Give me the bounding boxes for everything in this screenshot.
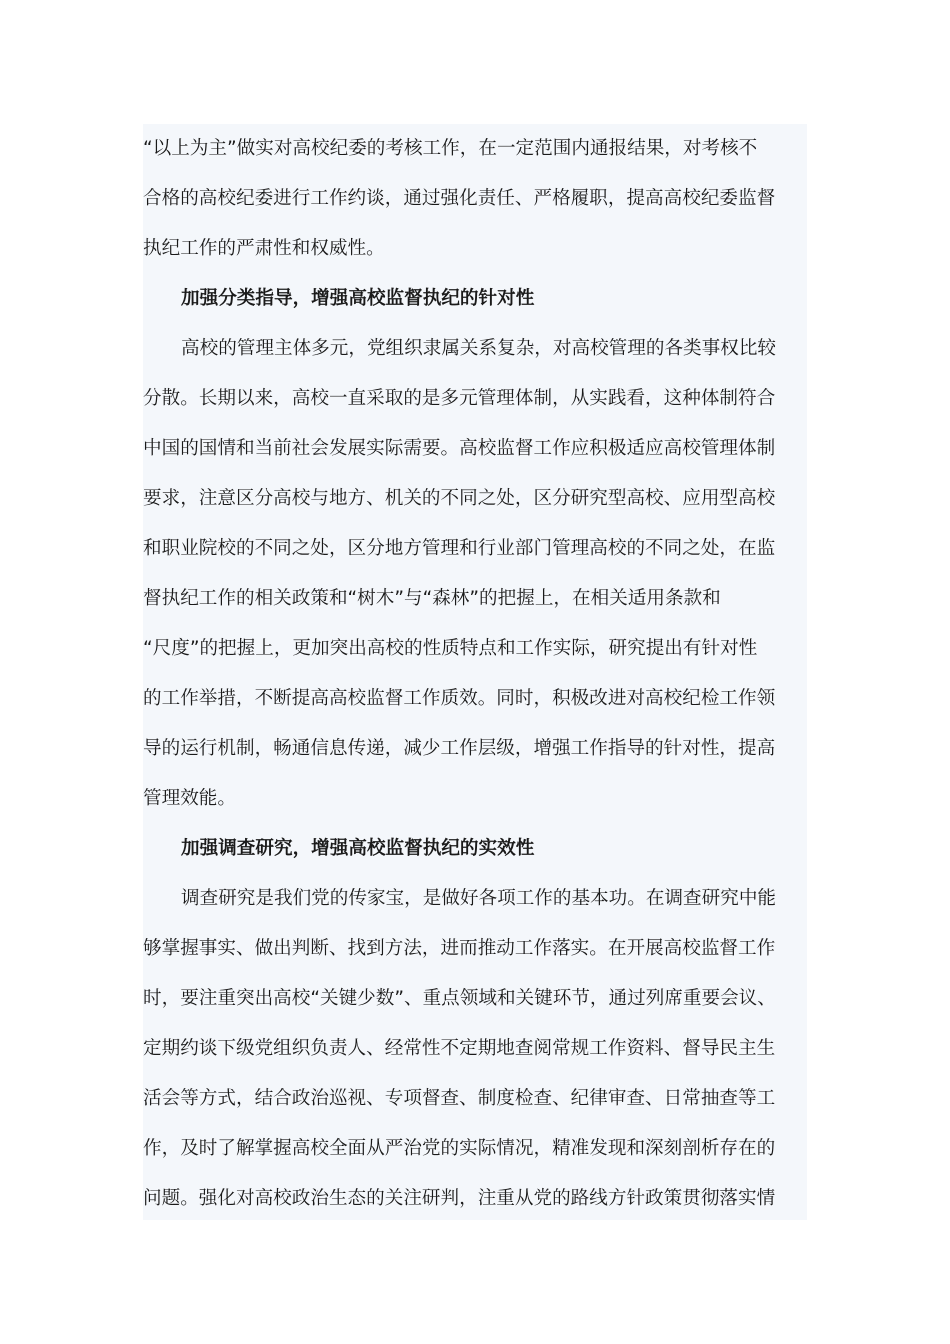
paragraph-line: 活会等方式，结合政治巡视、专项督查、制度检查、纪律审查、日常抽查等工 [143,1088,776,1109]
section-heading: 加强分类指导，增强高校监督执纪的针对性 [181,288,535,309]
paragraph-line: 中国的国情和当前社会发展实际需要。高校监督工作应积极适应高校管理体制 [143,438,776,459]
paragraph-line: 和职业院校的不同之处，区分地方管理和行业部门管理高校的不同之处，在监 [143,538,776,559]
paragraph-line: “尺度”的把握上，更加突出高校的性质特点和工作实际，研究提出有针对性 [143,638,758,659]
article-body [143,124,807,1220]
paragraph-line: 作，及时了解掌握高校全面从严治党的实际情况，精准发现和深刻剖析存在的 [143,1138,776,1159]
paragraph-line: 时，要注重突出高校“关键少数”、重点领域和关键环节，通过列席重要会议、 [143,988,776,1009]
paragraph-line: 的工作举措，不断提高高校监督工作质效。同时，积极改进对高校纪检工作领 [143,688,776,709]
paragraph-line: 问题。强化对高校政治生态的关注研判，注重从党的路线方针政策贯彻落实情 [143,1188,776,1209]
paragraph-line: 要求，注意区分高校与地方、机关的不同之处，区分研究型高校、应用型高校 [143,488,776,509]
paragraph-line: 导的运行机制，畅通信息传递，减少工作层级，增强工作指导的针对性，提高 [143,738,776,759]
paragraph-line: 执纪工作的严肃性和权威性。 [143,238,385,259]
paragraph-line: 调查研究是我们党的传家宝，是做好各项工作的基本功。在调查研究中能 [181,888,777,909]
paragraph-line: 管理效能。 [143,788,236,809]
paragraph-line: 高校的管理主体多元，党组织隶属关系复杂，对高校管理的各类事权比较 [181,338,777,359]
section-heading: 加强调查研究，增强高校监督执纪的实效性 [181,838,535,859]
paragraph-line: 分散。长期以来，高校一直采取的是多元管理体制，从实践看，这种体制符合 [143,388,776,409]
paragraph-line: “以上为主”做实对高校纪委的考核工作，在一定范围内通报结果，对考核不 [143,138,758,159]
paragraph-line: 够掌握事实、做出判断、找到方法，进而推动工作落实。在开展高校监督工作 [143,938,776,959]
paragraph-line: 合格的高校纪委进行工作约谈，通过强化责任、严格履职，提高高校纪委监督 [143,188,776,209]
paragraph-line: 定期约谈下级党组织负责人、经常性不定期地查阅常规工作资料、督导民主生 [143,1038,776,1059]
paragraph-line: 督执纪工作的相关政策和“树木”与“森林”的把握上，在相关适用条款和 [143,588,721,609]
